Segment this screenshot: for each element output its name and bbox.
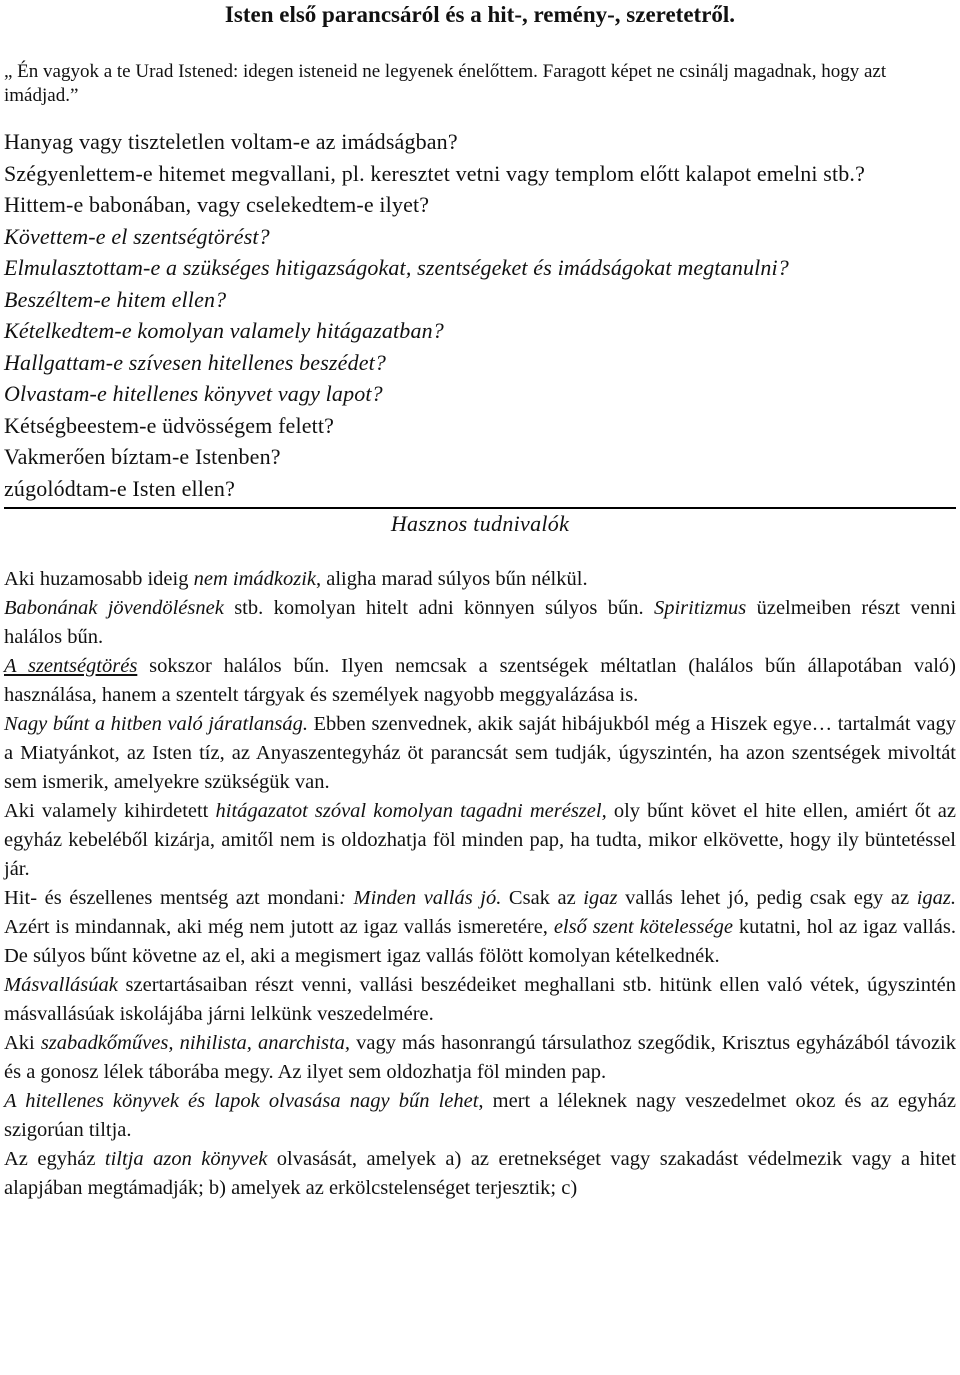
note-paragraph-7: Másvallásúak szertartásaiban részt venni, vallási beszédeiket meghallani stb. hitünk ellen való vétek, úgyszintén másvallásúak iskolájába járni lelkünk veszedelmére. — [4, 974, 956, 1025]
section-title: Hasznos tudnivalók — [390, 511, 570, 536]
question-7: Kételkedtem-e komolyan valamely hitágazatban? — [4, 318, 444, 343]
useful-notes — [4, 565, 956, 1203]
question-6: Beszéltem-e hitem ellen? — [4, 286, 227, 312]
question-10: Kétségbeestem-e üdvösségem felett? — [4, 412, 335, 438]
examination-questions — [4, 126, 956, 504]
question-12: zúgolódtam-e Isten ellen? — [4, 475, 235, 501]
page-title: Isten első parancsáról és a hit-, remény-, szeretetről. — [224, 2, 736, 27]
question-2: Szégyenlettem-e hitemet megvallani, pl. keresztet vetni vagy templom előtt kalapot emelni stb.? — [4, 160, 865, 186]
question-11: Vakmerően bíztam-e Istenben? — [4, 444, 281, 469]
question-5: Elmulasztottam-e a szükséges hitigazságokat, szentségeket és imádságokat megtanulni? — [4, 255, 789, 280]
note-paragraph-3: A szentségtörés sokszor halálos bűn. Ilyen nemcsak a szentségek méltatlan (halálos bűn állapotában való) használása, hanem a szentelt tárgyak és személyek nagyobb meggyalázása is. — [4, 655, 956, 706]
question-4: Követtem-e el szentségtörést? — [4, 223, 270, 249]
note-paragraph-1: Aki huzamosabb ideig nem imádkozik, aligha marad súlyos bűn nélkül. — [4, 568, 588, 590]
note-paragraph-9: A hitellenes könyvek és lapok olvasása nagy bűn lehet, mert a léleknek nagy veszedelmet okoz és az egyház szigorúan tiltja. — [4, 1090, 956, 1141]
note-paragraph-5: Aki valamely kihirdetett hitágazatot szóval komolyan tagadni merészel, oly bűnt követ el hite ellen, amiért őt az egyház kebeléből kizárja, amitől nem is oldozhatja föl minden pap, ha tudta, mikor elkövette, hogy ily büntetéssel jár. — [4, 800, 956, 880]
note-paragraph-4: Nagy bűnt a hitben való járatlanság. Ebben szenvednek, akik saját hibájukból még a Hiszek egye… tartalmát vagy a Miatyánkot, az Isten tíz, az Anyaszentegyház öt parancsát sem tudják, úgyszintén, ha azon szentségek mivoltát sem ismerik, amelyekre szükségük van. — [4, 713, 956, 793]
question-9: Olvastam-e hitellenes könyvet vagy lapot? — [4, 381, 383, 406]
note-paragraph-2: Babonának jövendölésnek stb. komolyan hitelt adni könnyen súlyos bűn. Spiritizmus üzelmeiben részt venni halálos bűn. — [4, 597, 957, 648]
note-paragraph-10: Az egyház tiltja azon könyvek olvasását, amelyek a) az eretnekséget vagy szakadást védelmezik vagy a hitet alapjában megtámadják; b) amelyek az erkölcstelenséget terjesztik; c) — [4, 1148, 957, 1199]
question-8: Hallgattam-e szívesen hitellenes beszédet? — [4, 349, 387, 375]
commandment-quote: „ Én vagyok a te Urad Istened: idegen isteneid ne legyenek énelőttem. Faragott képet ne csinálj magadnak, hogy azt imádjad.” — [4, 61, 887, 106]
note-paragraph-8: Aki szabadkőműves, nihilista, anarchista, vagy más hasonrangú társulathoz szegődik, Krisztus egyházából távozik és a gonosz lélek táborába megy. Az ilyet sem oldozhatja föl minden pap. — [4, 1032, 956, 1083]
question-3: Hittem-e babonában, vagy cselekedtem-e ilyet? — [4, 192, 430, 217]
note-paragraph-6: Hit- és észellenes mentség azt mondani: Minden vallás jó. Csak az igaz vallás lehet jó, pedig csak egy az igaz. Azért is mindannak, aki még nem jutott az igaz vallás ismeretére, első szent kötelessége kutatni, hol az igaz vallás. De súlyos bűnt követne az el, aki a megismert igaz vallás fölött komolyan kételkednék. — [4, 887, 956, 967]
question-1: Hanyag vagy tiszteletlen voltam-e az imádságban? — [4, 129, 458, 154]
